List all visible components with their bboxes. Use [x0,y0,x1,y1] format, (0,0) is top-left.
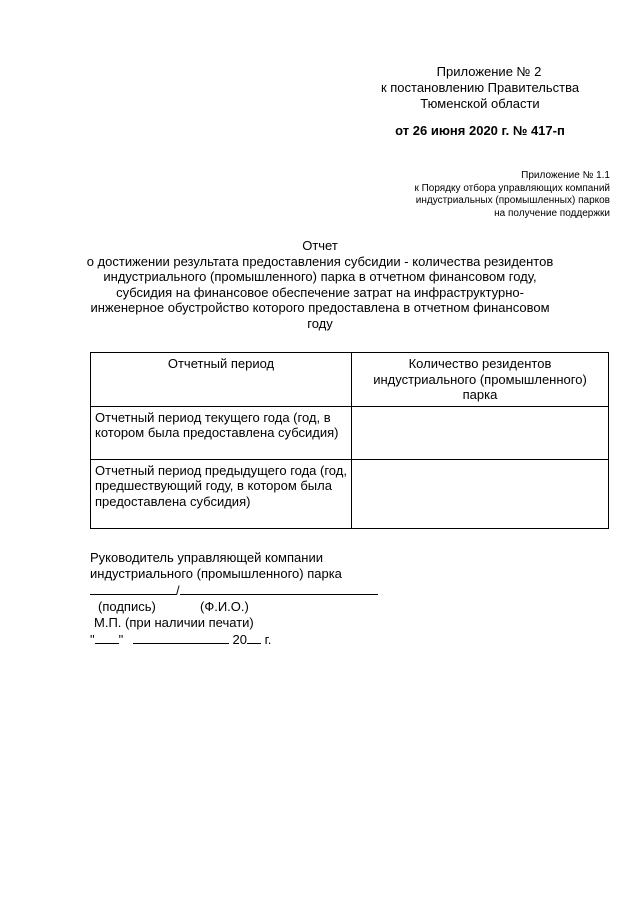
signature-title-line: индустриального (промышленного) парка [90,566,342,581]
year-suffix: г. [264,632,272,647]
signature-captions [90,599,410,615]
table-cell-residents[interactable] [352,459,609,528]
name-caption: (Ф.И.О.) [200,599,249,614]
date-line [90,631,410,648]
signature-caption: (подпись) [98,599,156,614]
signature-lines [90,582,410,599]
table-header-row [91,353,609,407]
column-header-period: Отчетный период [91,353,352,407]
seal-note: М.П. (при наличии печати) [94,615,254,630]
appendix-region: Тюменской области [420,96,540,111]
title-line: о достижении результата предоставления субсидии - количества резидентов [86,253,554,269]
title-line: инженерное обустройство которого предоставлена в отчетном финансовом [90,300,550,316]
day-underline [95,631,119,644]
appendix-resolution: к постановлению Правительства [380,80,580,95]
signature-separator: / [176,583,180,598]
report-table [90,352,609,529]
title-line: субсидия на финансовое обеспечение затрат на инфраструктурно- [116,284,524,300]
signature-title-line: Руководитель управляющей компании [90,550,323,565]
month-underline [133,631,229,644]
quote-open: " [90,632,95,647]
table-cell-residents[interactable] [352,406,609,459]
sub-appendix-header [300,170,610,220]
year-prefix: 20 [232,632,247,647]
sub-appendix-line: индустриальных (промышленных) парков [415,195,610,206]
table-row [91,459,609,528]
name-underline [180,582,378,595]
appendix-date-number: от 26 июня 2020 г. № 417-п [395,123,565,138]
appendix-header [360,64,600,139]
signature-block [90,550,410,648]
table-cell-period: Отчетный период текущего года (год, в котором была предоставлена субсидия) [91,406,352,459]
quote-close: " [118,632,124,647]
sub-appendix-number: Приложение № 1.1 [521,170,610,181]
column-header-residents: Количество резидентов индустриального (промышленного) парка [352,353,609,407]
title-line: Отчет [302,238,338,253]
table-row [91,406,609,459]
signature-underline [90,582,176,595]
title-line: индустриального (промышленного) парка в отчетном финансовом году, [103,269,537,285]
sub-appendix-line: к Порядку отбора управляющих компаний [414,182,610,194]
appendix-number: Приложение № 2 [436,64,542,79]
report-title [80,238,560,332]
year-underline [247,631,261,644]
table-cell-period: Отчетный период предыдущего года (год, предшествующий году, в котором была предоставлена субсидия) [91,459,352,528]
sub-appendix-line: на получение поддержки [494,207,610,219]
title-line: году [307,315,333,331]
